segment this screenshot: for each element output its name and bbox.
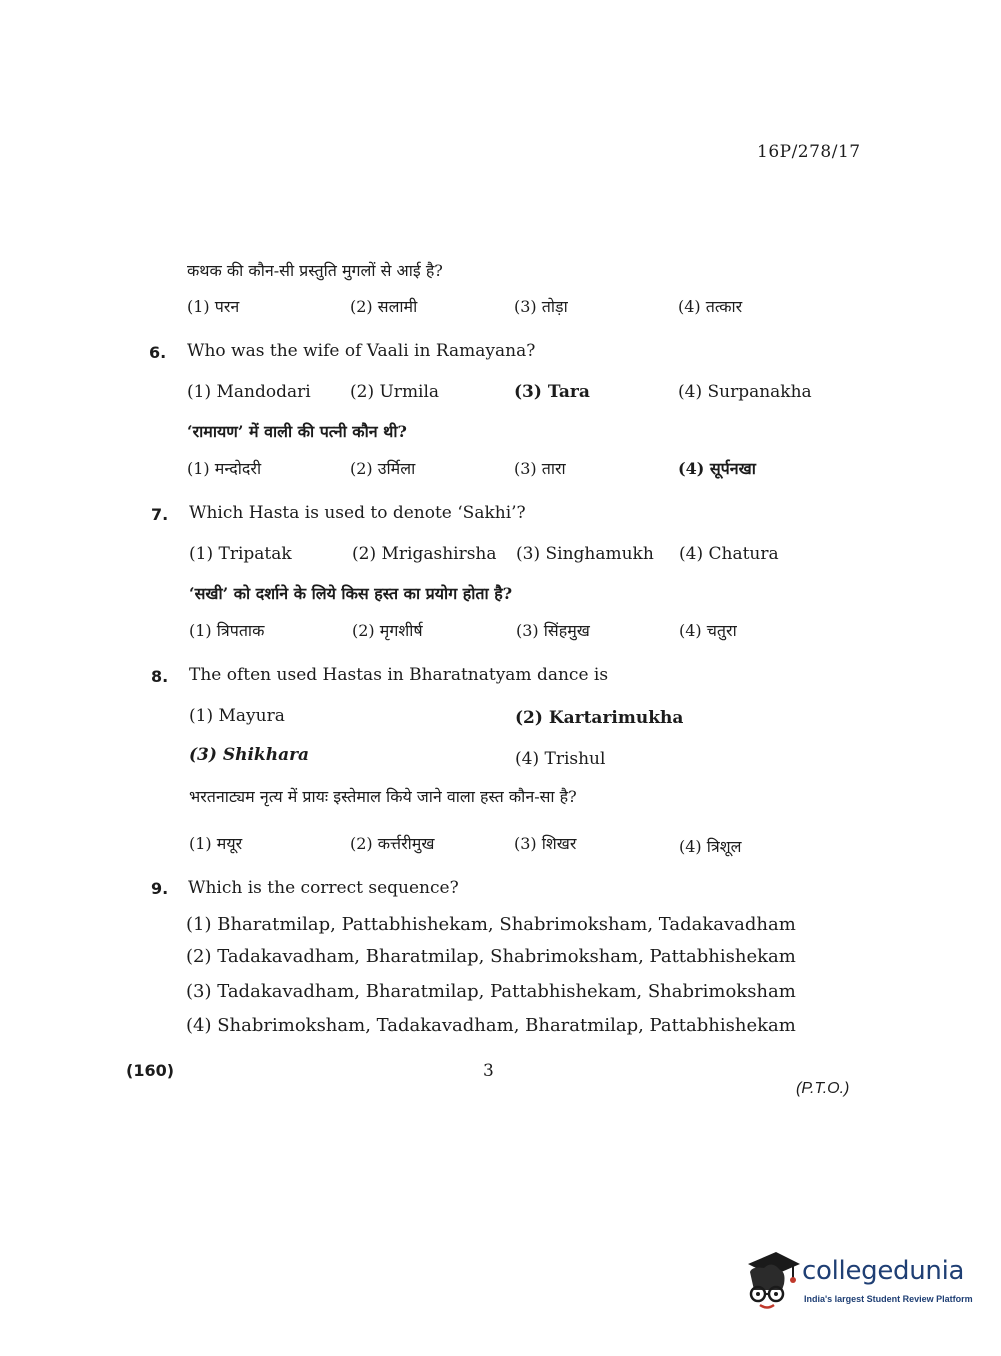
q7-hindi-text: ‘सखी’ को दर्शाने के लिये किस हस्त का प्रयोग होता है? bbox=[189, 584, 513, 603]
q9-text: Which is the correct sequence? bbox=[188, 878, 459, 898]
q8-hindi-option-4: (4) त्रिशूल bbox=[679, 837, 742, 856]
q7-hindi-option-1: (1) त्रिपताक bbox=[189, 621, 265, 640]
q7-option-2: (2) Mrigashirsha bbox=[352, 544, 497, 564]
q6-hindi-option-3: (3) तारा bbox=[514, 459, 566, 478]
q8-hindi-text: भरतनाट्यम नृत्य में प्रायः इस्तेमाल किये जाने वाला हस्त कौन-सा है? bbox=[189, 787, 577, 806]
q6-option-3: (3) Tara bbox=[514, 382, 590, 402]
q6-hindi-option-2: (2) उर्मिला bbox=[350, 459, 416, 478]
q6-hindi-text: ‘रामायण’ में वाली की पत्नी कौन थी? bbox=[187, 422, 407, 441]
booklet-code: (160) bbox=[126, 1061, 175, 1080]
q7-number: 7. bbox=[151, 505, 169, 524]
q9-option-4: (4) Shabrimoksham, Tadakavadham, Bharatmilap, Pattabhishekam bbox=[186, 1015, 796, 1036]
q8-number: 8. bbox=[151, 667, 169, 686]
logo-tagline: India's largest Student Review Platform bbox=[804, 1294, 973, 1304]
q9-option-3: (3) Tadakavadham, Bharatmilap, Pattabhishekam, Shabrimoksham bbox=[186, 981, 796, 1002]
q6-option-2: (2) Urmila bbox=[350, 382, 440, 402]
q7-text: Which Hasta is used to denote ‘Sakhi’? bbox=[189, 503, 526, 523]
q5-hindi-option-1: (1) परन bbox=[187, 297, 240, 316]
mascot-icon bbox=[742, 1250, 800, 1312]
paper-code: 16P/278/17 bbox=[757, 142, 861, 162]
q8-option-4: (4) Trishul bbox=[515, 749, 606, 769]
q6-text: Who was the wife of Vaali in Ramayana? bbox=[187, 341, 536, 361]
q8-hindi-option-3: (3) शिखर bbox=[514, 834, 577, 853]
q7-hindi-option-3: (3) सिंहमुख bbox=[516, 621, 590, 640]
q6-hindi-option-4: (4) सूर्पनखा bbox=[678, 459, 756, 478]
q6-option-1: (1) Mandodari bbox=[187, 382, 311, 402]
collegedunia-logo bbox=[742, 1250, 972, 1312]
pto-label: (P.T.O.) bbox=[796, 1080, 850, 1097]
q9-number: 9. bbox=[151, 879, 169, 898]
q5-hindi-text: कथक की कौन-सी प्रस्तुति मुगलों से आई है? bbox=[187, 261, 443, 280]
q9-option-2: (2) Tadakavadham, Bharatmilap, Shabrimoksham, Pattabhishekam bbox=[186, 946, 796, 967]
q5-hindi-option-3: (3) तोड़ा bbox=[514, 297, 568, 316]
q5-hindi-option-4: (4) तत्कार bbox=[678, 297, 743, 316]
q6-option-4: (4) Surpanakha bbox=[678, 382, 812, 402]
q8-hindi-option-2: (2) कर्त्तरीमुख bbox=[350, 834, 435, 853]
q7-option-4: (4) Chatura bbox=[679, 544, 779, 564]
q8-option-2: (2) Kartarimukha bbox=[515, 708, 684, 728]
q7-option-3: (3) Singhamukh bbox=[516, 544, 654, 564]
q6-number: 6. bbox=[149, 343, 167, 362]
q8-hindi-option-1: (1) मयूर bbox=[189, 834, 243, 853]
q7-hindi-option-2: (2) मृगशीर्ष bbox=[352, 621, 423, 640]
logo-wordmark: collegedunia bbox=[802, 1256, 965, 1286]
q8-option-3: (3) Shikhara bbox=[189, 745, 310, 765]
q5-hindi-option-2: (2) सलामी bbox=[350, 297, 418, 316]
q6-hindi-option-1: (1) मन्दोदरी bbox=[187, 459, 262, 478]
q7-hindi-option-4: (4) चतुरा bbox=[679, 621, 737, 640]
q8-text: The often used Hastas in Bharatnatyam dance is bbox=[189, 665, 609, 685]
page-number: 3 bbox=[483, 1061, 494, 1081]
q9-option-1: (1) Bharatmilap, Pattabhishekam, Shabrimoksham, Tadakavadham bbox=[186, 914, 796, 935]
q8-option-1: (1) Mayura bbox=[189, 706, 285, 726]
q7-option-1: (1) Tripatak bbox=[189, 544, 292, 564]
